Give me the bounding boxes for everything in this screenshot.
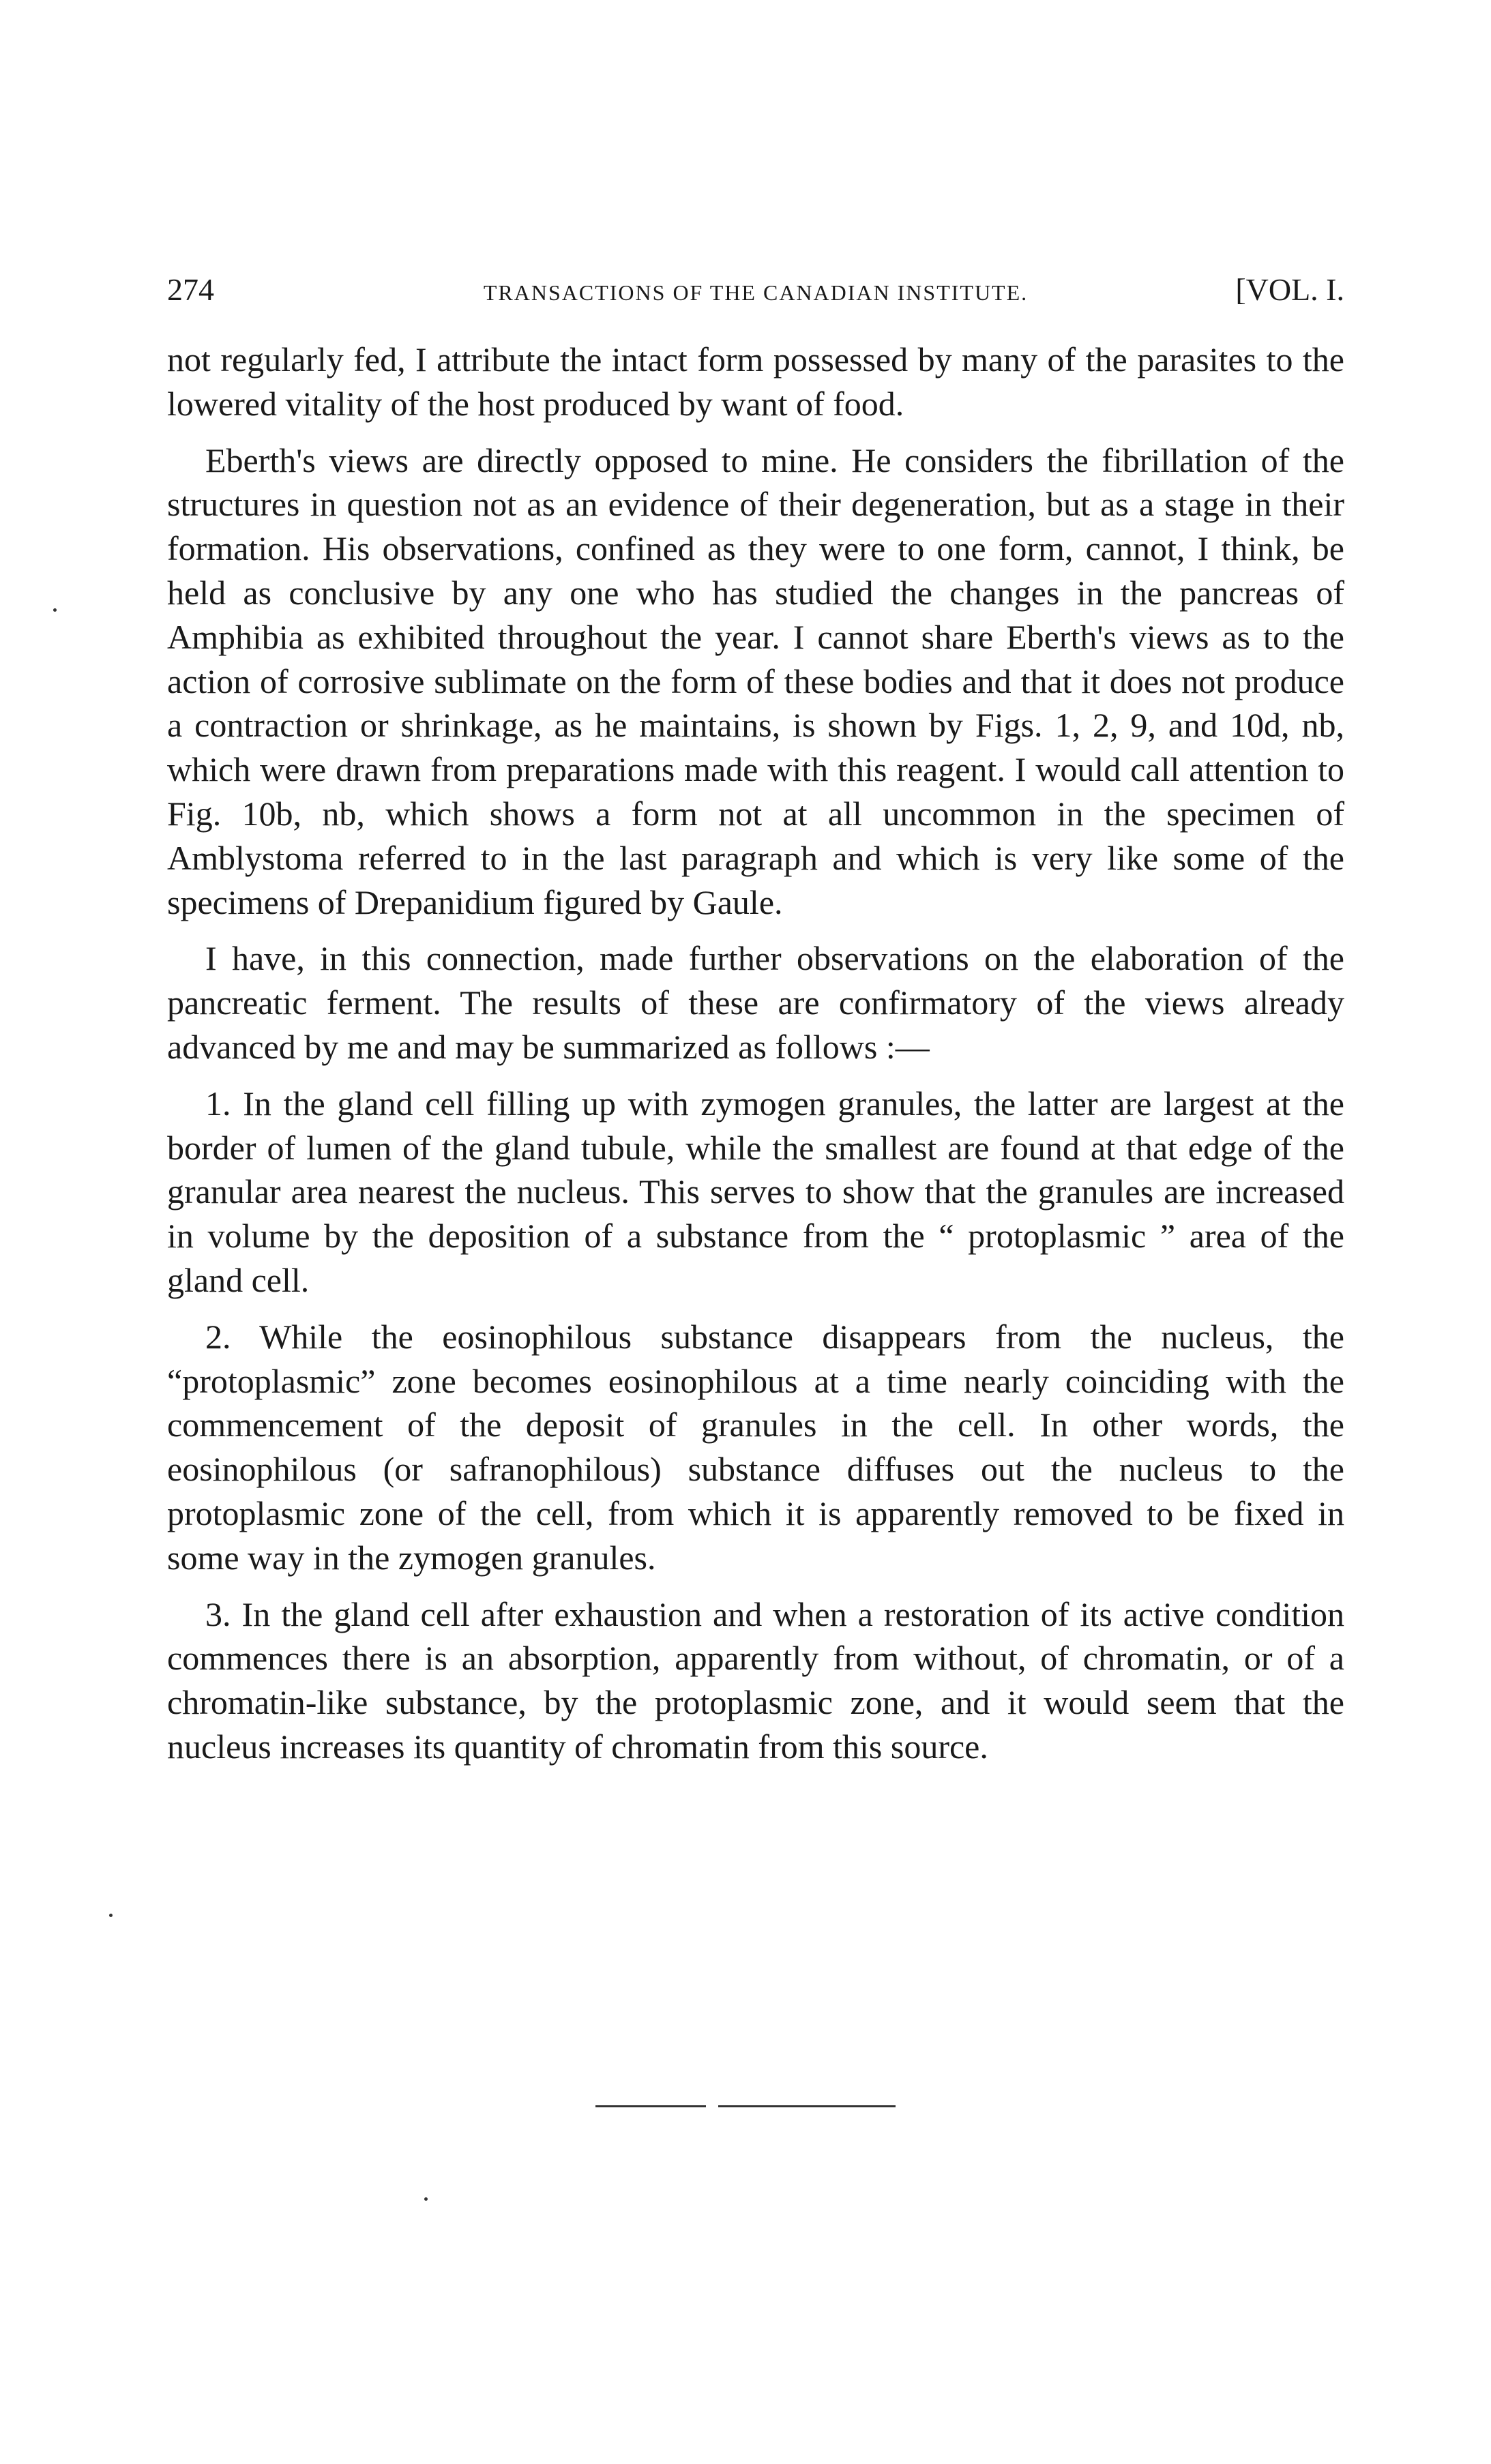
paragraph-eberth-views: Eberth's views are directly opposed to mine. He considers the fibrillation of the structures in question not as an evidence of their degeneration, but as a stage in their formation. His observations, confined as they were to one form, cannot, I think, be held as conclusive by any one who has studied the changes in the pancreas of Amphibia as exhibited throughout the year. I cannot share Eberth's views as to the action of corrosive sublimate on the form of these bodies and that it does not produce a contraction or shrinkage, as he maintains, is shown by Figs. 1, 2, 9, and 10d, nb, which were drawn from preparations made with this reagent. I would call attention to Fig. 10b, nb, which shows a form not at all uncommon in the specimen of Amblystoma referred to in the last paragraph and which is very like some of the specimens of Drepanidium figured by Gaule. <box>167 441 1344 921</box>
print-speck <box>53 608 57 612</box>
section-end-rule <box>595 2105 896 2107</box>
print-speck <box>109 1914 113 1917</box>
paragraph-point-2: 2. While the eosinophilous substance disappears from the nucleus, the “protoplasmic” zone becomes eosinophilous at a time nearly coinciding with the commencement of the deposit of granules in the cell. In other words, the eosinophilous (or safranophilous) substance diffuses out the nucleus to the protoplasmic zone of the cell, from which it is apparently removed to be fixed in some way in the zymogen granules. <box>167 1317 1344 1577</box>
paragraph-point-3: 3. In the gland cell after exhaustion and when a restoration of its active condition commences there is an absorption, apparently from without, of chromatin, or of a chromatin-like substance, by the protoplasmic zone, and it would seem that the nucleus increases its quantity of chromatin from this source. <box>167 1594 1344 1766</box>
paragraph-point-1: 1. In the gland cell filling up with zymogen granules, the latter are largest at the border of lumen of the gland tubule, while the smallest are found at that edge of the granular area nearest the nucleus. This serves to show that the granules are increased in volume by the deposition of a substance from the “ protoplasmic ” area of the gland cell. <box>167 1084 1344 1299</box>
running-title: TRANSACTIONS OF THE CANADIAN INSTITUTE. <box>483 280 1029 305</box>
rule-break <box>706 2103 718 2109</box>
running-head <box>167 269 1344 310</box>
volume-label: [VOL. I. <box>1235 272 1344 307</box>
print-speck <box>424 2197 428 2201</box>
body-text <box>167 338 1344 1781</box>
page-number: 274 <box>167 272 214 307</box>
paragraph-continued: not regularly fed, I attribute the intact form possessed by many of the parasites to the lowered vitality of the host produced by want of food. <box>167 340 1344 423</box>
paragraph-further-observations: I have, in this connection, made further observations on the elaboration of the pancreatic ferment. The results of these are confirmatory of the views already advanced by me and may be summarized as follows :— <box>167 939 1344 1066</box>
